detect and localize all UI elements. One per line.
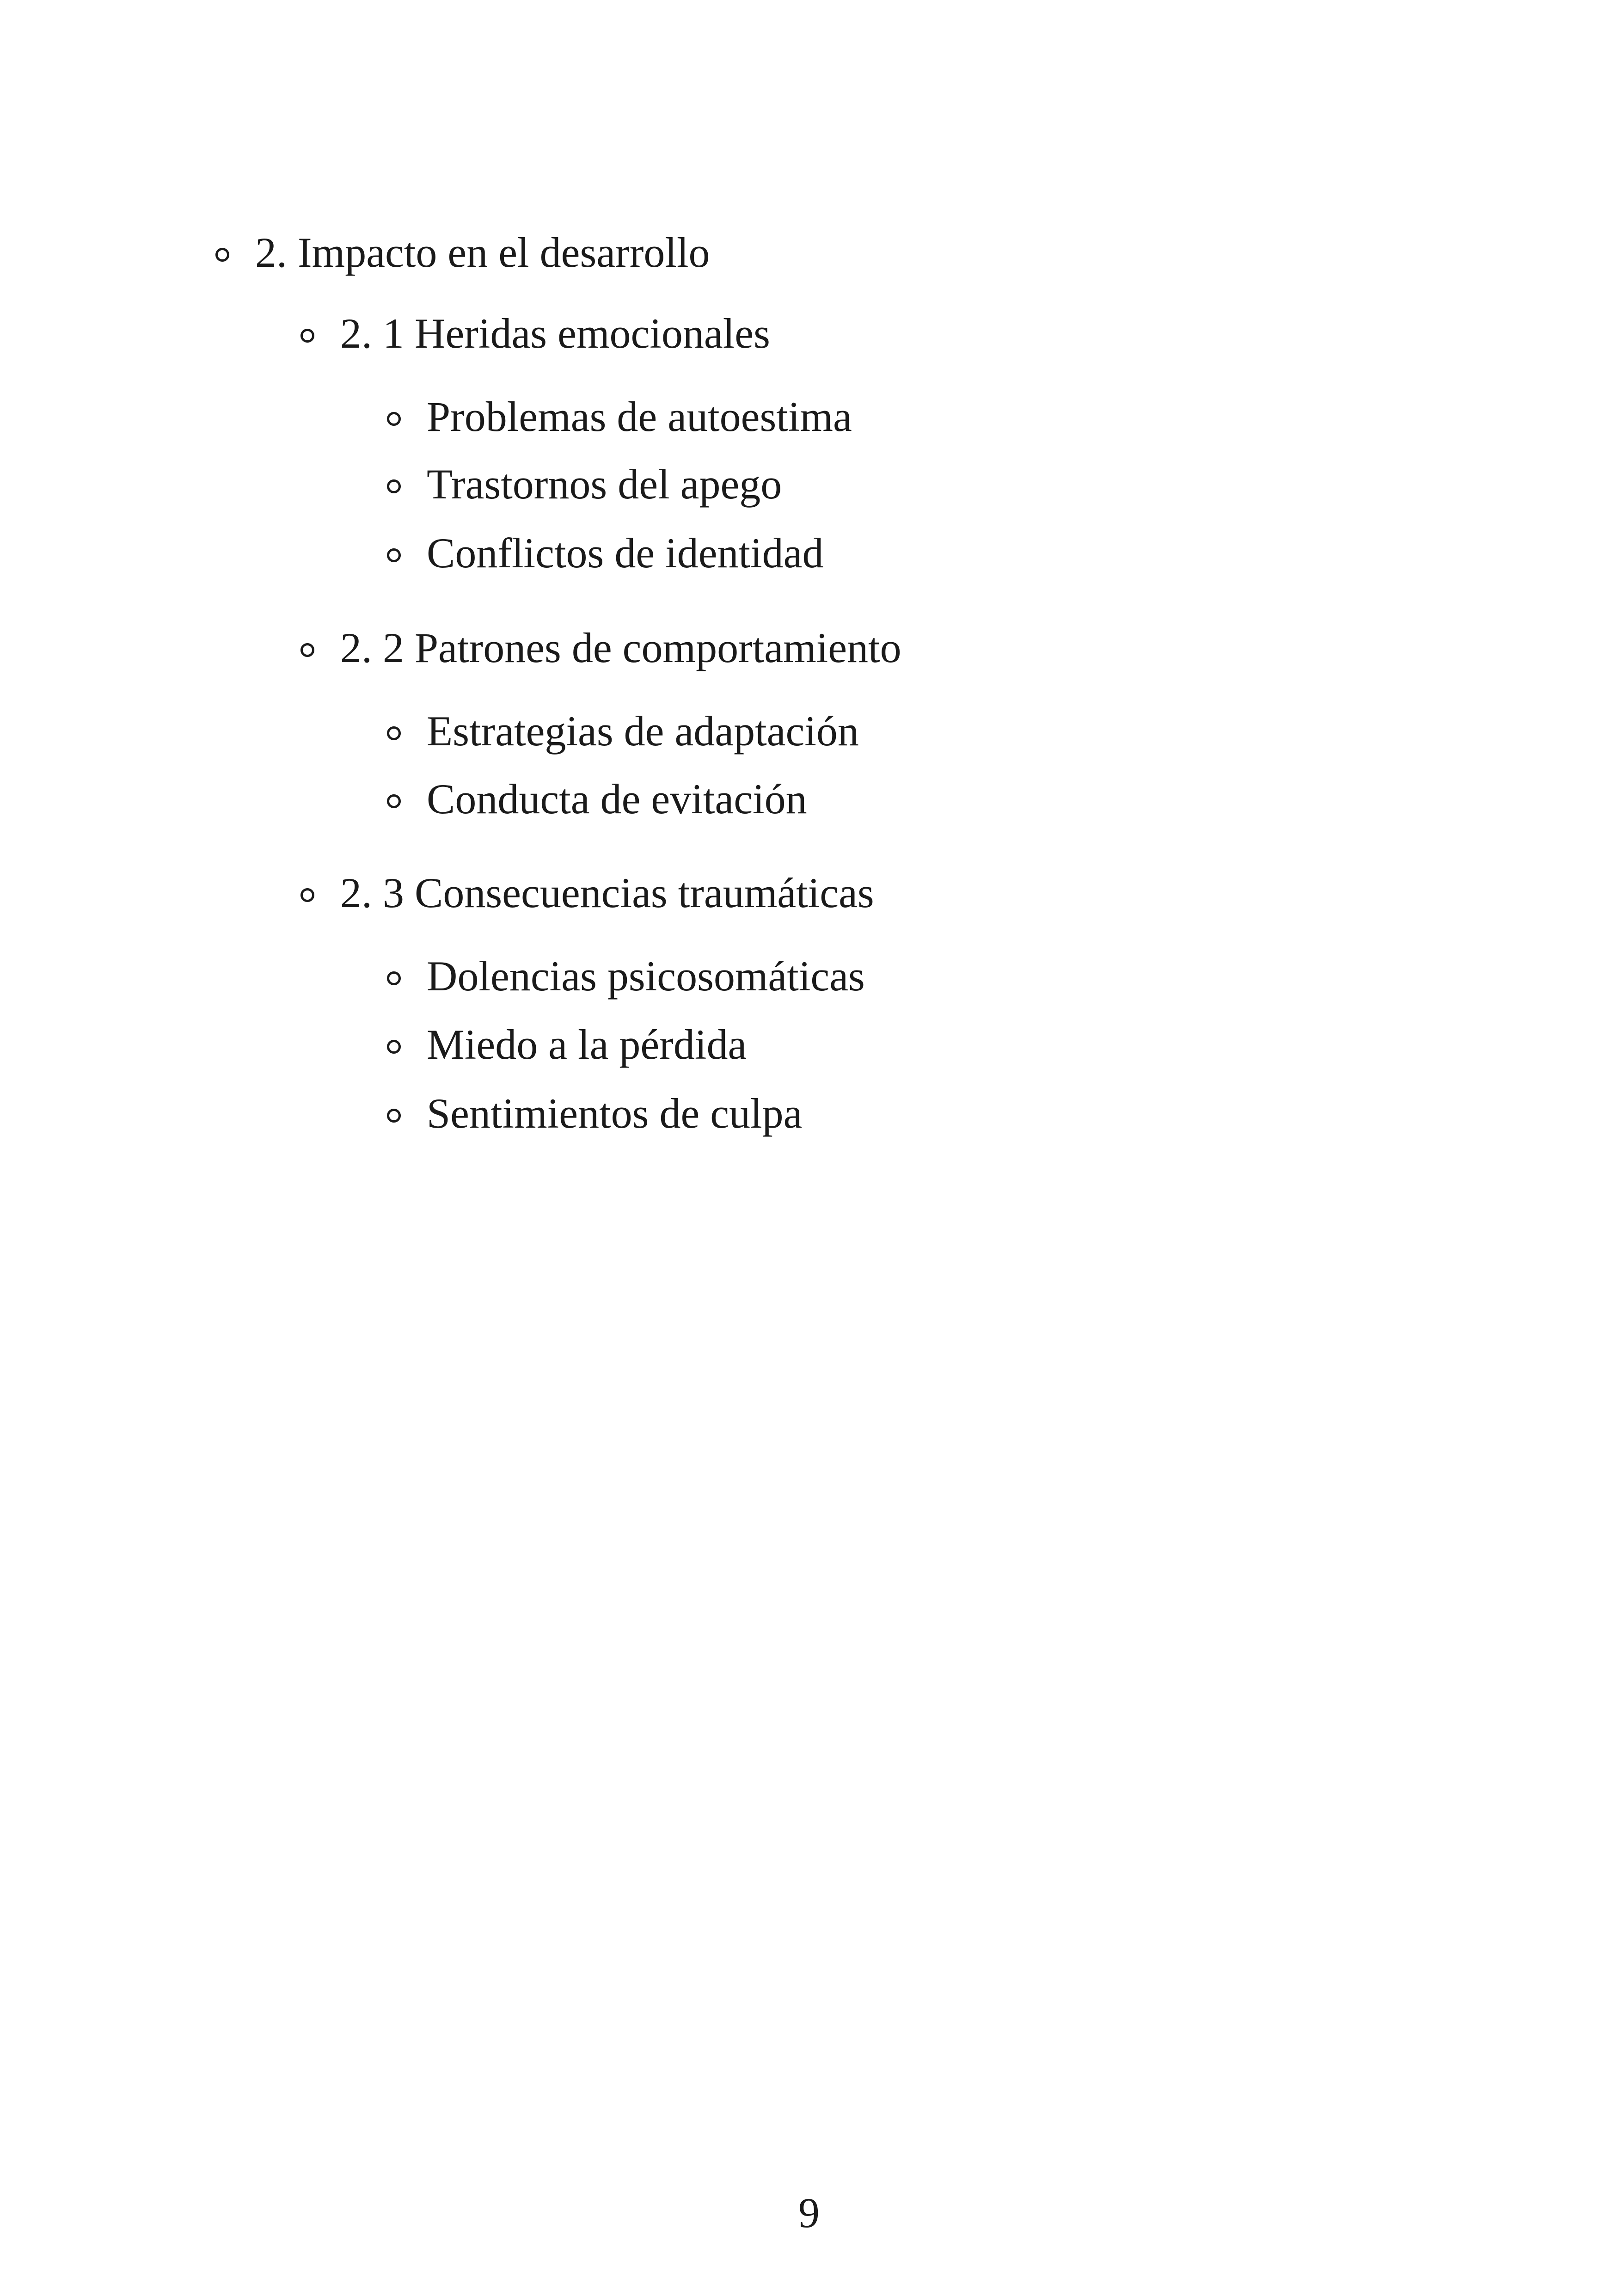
hollow-bullet-icon bbox=[387, 971, 401, 985]
hollow-bullet-icon bbox=[387, 1040, 401, 1054]
list-item bbox=[427, 707, 859, 755]
list-item-text: Miedo a la pérdida bbox=[427, 1021, 747, 1068]
hollow-bullet-icon bbox=[387, 479, 401, 493]
list-item bbox=[427, 460, 782, 508]
hollow-bullet-icon bbox=[300, 643, 314, 657]
section-title-text: 2. 2 Patrones de comportamiento bbox=[340, 624, 901, 671]
list-item bbox=[427, 1092, 803, 1135]
hollow-bullet-icon bbox=[387, 548, 401, 562]
list-item bbox=[427, 529, 824, 577]
outline-heading bbox=[255, 231, 710, 274]
hollow-bullet-icon bbox=[387, 412, 401, 426]
hollow-bullet-icon bbox=[300, 888, 314, 902]
list-item bbox=[427, 395, 852, 438]
list-item-text: Estrategias de adaptación bbox=[427, 707, 859, 755]
section-title-text: 2. 3 Consecuencias traumáticas bbox=[340, 869, 874, 916]
list-item-text: Conflictos de identidad bbox=[427, 529, 824, 577]
list-item-text: Trastornos del apego bbox=[427, 460, 782, 508]
section-title bbox=[340, 312, 770, 355]
list-item-text: Dolencias psicosomáticas bbox=[427, 952, 865, 1000]
hollow-bullet-icon bbox=[215, 248, 229, 262]
outline-heading-text: 2. Impacto en el desarrollo bbox=[255, 229, 710, 276]
list-item-text: Problemas de autoestima bbox=[427, 393, 852, 440]
hollow-bullet-icon bbox=[300, 329, 314, 343]
hollow-bullet-icon bbox=[387, 726, 401, 740]
page-number: 9 bbox=[798, 2189, 820, 2236]
list-item bbox=[427, 1023, 747, 1066]
section-title bbox=[340, 626, 901, 669]
hollow-bullet-icon bbox=[387, 1109, 401, 1123]
list-item-text: Sentimientos de culpa bbox=[427, 1090, 803, 1137]
section-title-text: 2. 1 Heridas emocionales bbox=[340, 310, 770, 357]
list-item-text: Conducta de evitación bbox=[427, 775, 807, 823]
section-title bbox=[340, 869, 874, 916]
list-item bbox=[427, 952, 865, 1000]
list-item bbox=[427, 775, 807, 823]
hollow-bullet-icon bbox=[387, 794, 401, 808]
